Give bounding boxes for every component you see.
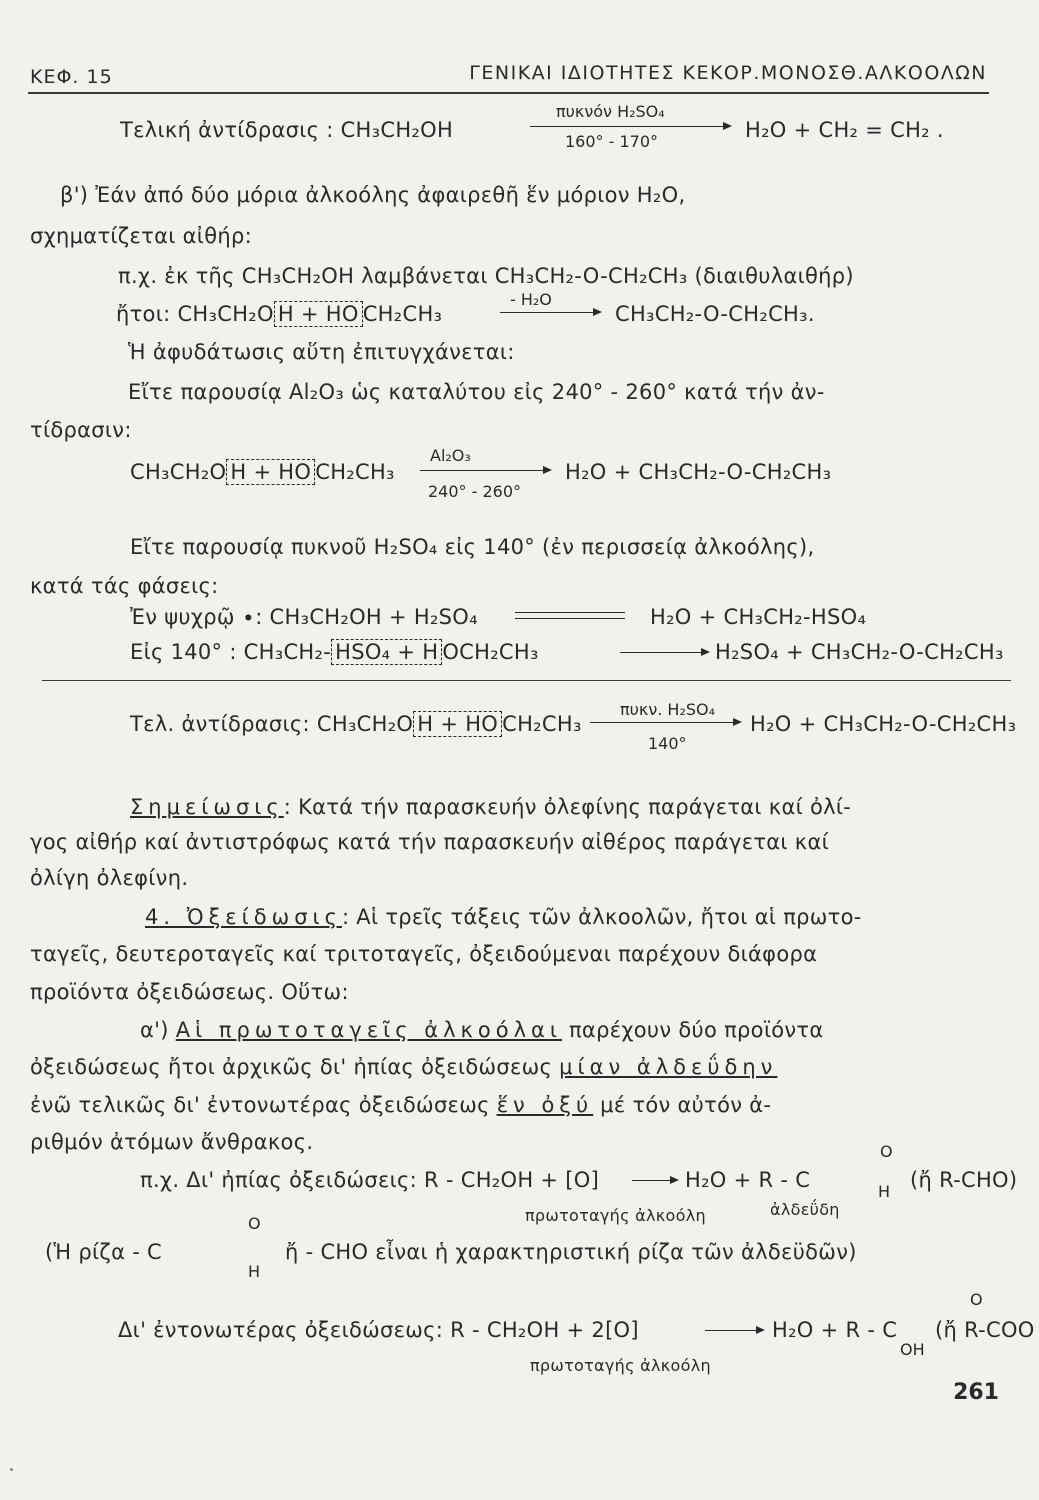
primary-alcohol-caption-2: πρωτοταγής ἀλκοόλη [530, 1356, 711, 1375]
final-reaction-products: H₂O + CH₂ = CH₂ . [745, 118, 944, 142]
reaction-arrow [420, 470, 550, 471]
arrow-label-temp: 240° - 260° [428, 482, 522, 501]
alumina-condition-cont: τίδρασιν: [30, 418, 132, 442]
acid-o: O [970, 1290, 983, 1309]
arrow-label-bottom: 160° - 170° [565, 132, 659, 151]
reaction-arrow [500, 312, 600, 313]
hot-phase-left [130, 640, 539, 664]
note-line-3: ὀλίγη ὀλεφίνη. [30, 866, 189, 890]
strong-oxidation-eq-left: Δι' ἐντονωτέρας ὀξειδώσεως: R - CH₂OH + 2[O] [118, 1318, 639, 1342]
primary-alcohol-caption: πρωτοταγής ἀλκοόλη [525, 1206, 706, 1225]
arrow-label-top: πυκνόν H₂SO₄ [556, 102, 665, 121]
chapter-label: ΚΕΦ. 15 [30, 66, 113, 88]
mild-oxidation-eq-product: H₂O + R - C [685, 1168, 811, 1192]
alumina-eq-reactant-2: CH₂CH₃ [315, 460, 395, 484]
total-reaction-reactant: Τελ. ἀντίδρασις: CH₃CH₂O [130, 712, 414, 736]
total-reaction-dashbox: H + HO [413, 711, 502, 737]
primary-alcohols-line [140, 1018, 824, 1042]
strong-oxidation-eq-product: H₂O + R - C [772, 1318, 898, 1342]
reaction-arrow [632, 1180, 677, 1181]
oxidation-text: : Αἱ τρεῖς τάξεις τῶν ἀλκοολῶν, ἤτοι αἱ πρωτο- [341, 905, 862, 929]
aldehyde-group-right: ἤ - CHO εἶναι ἡ χαρακτηριστική ρίζα τῶν ἀλδεϋδῶν) [285, 1240, 857, 1264]
arrow-label-conc: πυκν. H₂SO₄ [620, 700, 716, 719]
primary-alcohols-heading: Αἱ πρωτοταγεῖς ἀλκοόλαι [175, 1018, 562, 1042]
note-heading: Σημείωσις [130, 795, 284, 819]
acid-oh: OH [900, 1340, 925, 1359]
note-line-2: γος αἰθήρ καί ἀντιστρόφως κατά τήν παρασκευήν αἰθέρος παράγεται καί [30, 830, 830, 854]
separator-rule [42, 680, 1011, 681]
strong-oxidation-eq-alt: (ἤ R-COO [935, 1318, 1035, 1342]
aldehyde-group-left: (Ἡ ρίζα - C [45, 1240, 163, 1264]
reaction-arrow [620, 652, 708, 653]
cold-phase-left: Ἐν ψυχρῷ ∙: CH₃CH₂OH + H₂SO₄ [130, 605, 478, 629]
hot-phase-reactant: Εἰς 140° : CH₃CH₂- [130, 640, 332, 664]
arrow-label-minus-water: - H₂O [510, 290, 552, 309]
ether-eq-product: CH₃CH₂-O-CH₂CH₃. [615, 302, 815, 326]
aldehyde-o: O [880, 1142, 893, 1161]
group-h: H [248, 1262, 261, 1281]
running-title: ΓΕΝΙΚΑΙ ΙΔΙΟΤΗΤΕΣ ΚΕΚΟΡ.ΜΟΝΟΣΘ.ΑΛΚΟΟΛΩΝ [469, 62, 987, 84]
oxidation-acid-line [30, 1093, 771, 1117]
note-text: : Κατά τήν παρασκευήν ὀλεφίνης παράγεται καί ὀλί- [283, 795, 852, 819]
item-a-label: α') [140, 1018, 169, 1042]
hot-phase-reactant-2: OCH₂CH₃ [442, 640, 539, 664]
oxidation-aldehyde-line [30, 1055, 777, 1079]
ether-eq-reactant: ἤτοι: CH₃CH₂O [116, 302, 274, 326]
total-reaction-products: H₂O + CH₃CH₂-O-CH₂CH₃ [750, 712, 1017, 736]
alumina-eq-products: H₂O + CH₃CH₂-O-CH₂CH₃ [565, 460, 832, 484]
note-paragraph [130, 795, 851, 819]
alumina-eq-dashbox: H + HO [226, 459, 315, 485]
final-reaction-left: Τελική ἀντίδρασις : CH₃CH₂OH [120, 118, 454, 142]
header-rule [28, 92, 989, 94]
mild-oxidation-eq-left: π.χ. Δι' ἠπίας ὀξειδώσεις: R - CH₂OH + [O] [140, 1168, 600, 1192]
sulfuric-phases: κατά τάς φάσεις: [30, 574, 219, 598]
oxidation-line-3: προϊόντα ὀξειδώσεως. Οὕτω: [30, 980, 349, 1004]
hot-phase-dashbox: HSO₄ + H [331, 639, 442, 665]
alumina-condition: Εἴτε παρουσίᾳ Al₂O₃ ὡς καταλύτου εἰς 240° - 260° κατά τήν ἀν- [128, 380, 825, 404]
oxidation-paragraph [145, 905, 862, 929]
hot-phase-products: H₂SO₄ + CH₃CH₂-O-CH₂CH₃ [715, 640, 1004, 664]
reaction-arrow [530, 126, 730, 127]
reaction-arrow [705, 1330, 763, 1331]
paragraph-beta: β') Ἐάν ἀπό δύο μόρια ἀλκοόλης ἀφαιρεθῆ ἕν μόριον H₂O, [60, 183, 686, 207]
ether-eq-left [116, 302, 442, 326]
primary-alcohols-text: παρέχουν δύο προϊόντα [568, 1018, 824, 1042]
total-reaction-reactant-2: CH₂CH₃ [502, 712, 582, 736]
scan-speck [10, 1468, 13, 1471]
alumina-eq-reactant: CH₃CH₂O [130, 460, 227, 484]
group-o: O [248, 1214, 261, 1233]
oxidation-heading: 4. Ὀξείδωσις [145, 905, 342, 929]
mild-oxidation-text: ὀξειδώσεως ἤτοι ἀρχικῶς δι' ἠπίας ὀξειδώσεως [30, 1055, 553, 1079]
paragraph-beta-cont: σχηματίζεται αἰθήρ: [30, 224, 252, 248]
oxidation-line-2: ταγεῖς, δευτεροταγεῖς καί τριτοταγεῖς, ὀξειδούμεναι παρέχουν διάφορα [30, 942, 818, 966]
one-acid: ἕν ὀξύ [496, 1093, 594, 1117]
same-number-text: μέ τόν αὐτόν ἀ- [600, 1093, 772, 1117]
one-aldehyde: μίαν ἀλδεΰδην [559, 1055, 778, 1079]
aldehyde-caption: ἀλδεΰδη [770, 1200, 840, 1219]
sulfuric-condition: Εἴτε παρουσίᾳ πυκνοῦ H₂SO₄ εἰς 140° (ἐν περισσείᾳ ἀλκοόλης), [130, 535, 815, 559]
strong-oxidation-text: ἐνῶ τελικῶς δι' ἐντονωτέρας ὀξειδώσεως [30, 1093, 490, 1117]
arrow-label-alumina: Al₂O₃ [430, 446, 471, 465]
arrow-label-140: 140° [648, 734, 687, 753]
mild-oxidation-eq-alt: (ἤ R-CHO) [910, 1168, 1018, 1192]
reaction-arrow [590, 722, 740, 723]
ether-eq-dashbox: H + HO [274, 301, 363, 327]
aldehyde-h: H [878, 1182, 891, 1201]
example-ether: π.χ. ἐκ τῆς CH₃CH₂OH λαμβάνεται CH₃CH₂-O-CH₂CH₃ (διαιθυλαιθήρ) [118, 264, 854, 288]
alumina-eq-left [130, 460, 395, 484]
ether-eq-reactant-2: CH₂CH₃ [362, 302, 443, 326]
cold-phase-right: H₂O + CH₃CH₂-HSO₄ [650, 605, 867, 629]
total-reaction-left [130, 712, 582, 736]
equilibrium-arrow [515, 612, 625, 620]
carbon-atoms-line: ριθμόν ἀτόμων ἄνθρακος. [30, 1130, 314, 1154]
dehydration-intro: Ἡ ἀφυδάτωσις αὕτη ἐπιτυγχάνεται: [128, 340, 515, 364]
page-number: 261 [953, 1380, 999, 1405]
